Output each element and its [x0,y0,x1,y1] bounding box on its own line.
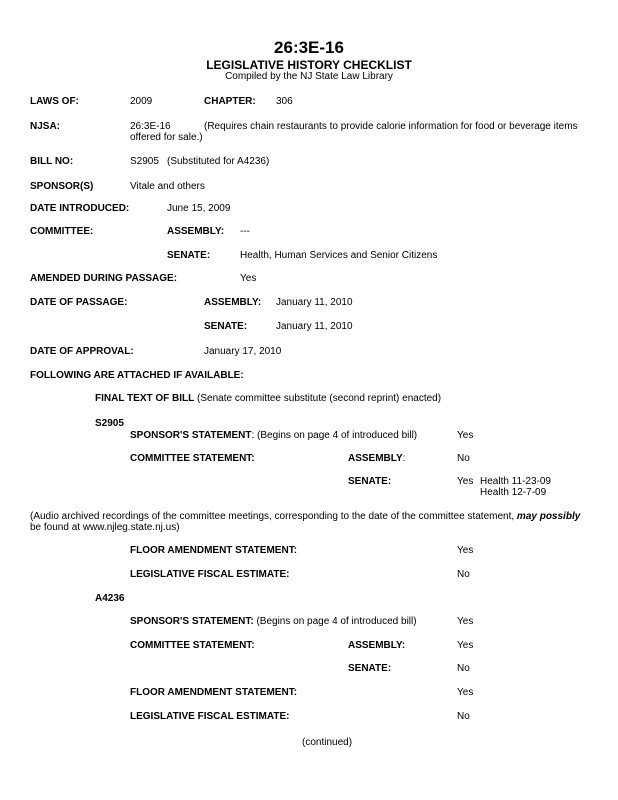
njsa-value: 26:3E-16 [130,121,171,132]
date-introduced-value: June 15, 2009 [167,203,231,214]
a4236-sponsor-value: Yes [457,616,474,627]
s2905-senate-label: SENATE: [348,476,392,487]
s2905-sponsor-value: Yes [457,430,474,441]
attached-heading: FOLLOWING ARE ATTACHED IF AVAILABLE: [30,370,244,381]
committee-assembly-value: --- [240,226,250,237]
compiled-by: Compiled by the NJ State Law Library [225,71,393,82]
s2905-committee-label: COMMITTEE STATEMENT: [130,453,255,464]
final-text-line [95,393,441,405]
s2905-sponsor-label: SPONSOR'S STATEMENT [130,430,252,441]
amended-value: Yes [240,273,257,284]
s2905-fiscal-label: LEGISLATIVE FISCAL ESTIMATE: [130,569,290,580]
laws-of-label: LAWS OF: [30,96,79,107]
a4236-assembly-value: Yes [457,640,474,651]
a4236-senate-label: SENATE: [348,663,392,674]
a4236-floor-value: Yes [457,687,474,698]
committee-senate-label: SENATE: [167,250,211,261]
bill-no-value: S2905 [130,156,159,167]
approval-label: DATE OF APPROVAL: [30,346,134,357]
s2905-assembly-label: ASSEMBLY [348,453,403,464]
checklist-title: LEGISLATIVE HISTORY CHECKLIST [206,58,412,72]
a4236-sponsor-label: SPONSOR'S STATEMENT: [130,616,254,627]
committee-label: COMMITTEE: [30,226,94,237]
s2905-sponsor-note: : (Begins on page 4 of introduced bill) [251,430,418,441]
final-text-label: FINAL TEXT OF BILL [95,393,195,404]
committee-senate-value: Health, Human Services and Senior Citizens [240,250,438,261]
njsa-description-cont: offered for sale.) [130,132,203,143]
audio-note-text: (Audio archived recordings of the committee meetings, corresponding to the date of the committee statement, [30,511,517,522]
statute-number: 26:3E-16 [274,38,344,57]
bill-no-label: BILL NO: [30,156,74,167]
passage-assembly-value: January 11, 2010 [276,297,353,308]
passage-senate-label: SENATE: [204,321,248,332]
s2905-senate-detail-2: Health 12-7-09 [480,487,547,498]
chapter-value: 306 [276,96,293,107]
a4236-floor-label: FLOOR AMENDMENT STATEMENT: [130,687,298,698]
s2905-senate-detail-1: Health 11-23-09 [480,476,551,487]
s2905-senate-value: Yes [457,476,474,487]
njsa-description: (Requires chain restaurants to provide calorie information for food or beverage items [204,121,578,132]
sponsors-value: Vitale and others [130,181,205,192]
date-introduced-label: DATE INTRODUCED: [30,203,130,214]
s2905-fiscal-value: No [457,569,470,580]
s2905-floor-label: FLOOR AMENDMENT STATEMENT: [130,545,298,556]
a4236-fiscal-label: LEGISLATIVE FISCAL ESTIMATE: [130,711,290,722]
a4236-senate-value: No [457,663,470,674]
s2905-heading: S2905 [95,418,124,429]
s2905-assembly-colon: : [402,453,406,464]
a4236-assembly-label: ASSEMBLY: [348,640,406,651]
s2905-assembly-value: No [457,453,470,464]
amended-label: AMENDED DURING PASSAGE: [30,273,178,284]
s2905-floor-value: Yes [457,545,474,556]
passage-assembly-label: ASSEMBLY: [204,297,262,308]
a4236-heading: A4236 [95,593,125,604]
passage-senate-value: January 11, 2010 [276,321,353,332]
njsa-label: NJSA: [30,121,61,132]
sponsors-label: SPONSOR(S) [30,181,94,192]
bill-no-note: (Substituted for A4236) [167,156,270,167]
committee-assembly-label: ASSEMBLY: [167,226,225,237]
a4236-committee-label: COMMITTEE STATEMENT: [130,640,255,651]
final-text-note: (Senate committee substitute (second reprint) enacted) [197,393,442,404]
chapter-label: CHAPTER: [204,96,256,107]
a4236-sponsor-note: (Begins on page 4 of introduced bill) [253,616,417,627]
a4236-fiscal-value: No [457,711,470,722]
laws-of-value: 2009 [130,96,153,107]
a4236-sponsor-statement [130,616,417,628]
s2905-assembly [348,453,405,465]
approval-value: January 17, 2010 [204,346,282,357]
s2905-sponsor-statement [130,430,417,442]
passage-label: DATE OF PASSAGE: [30,297,128,308]
audio-note-emphasis: may possibly [516,511,581,522]
continued-note: (continued) [302,737,353,748]
audio-note-line-2: be found at www.njleg.state.nj.us) [30,522,180,533]
